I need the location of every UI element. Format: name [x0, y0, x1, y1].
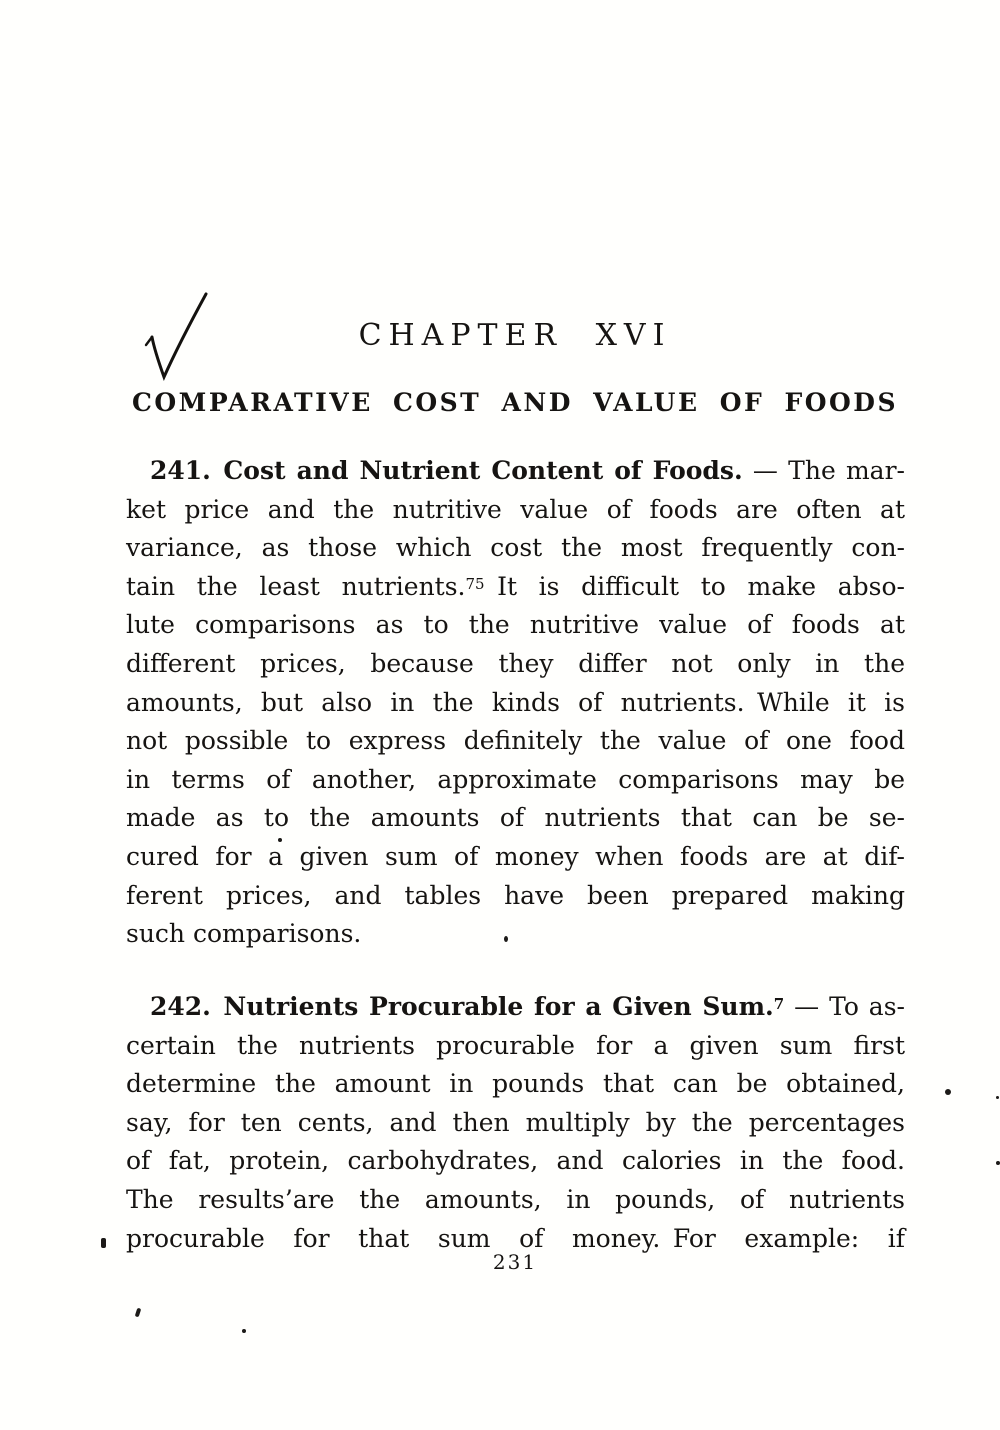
text-line: certain the nutrients procurable for a given sum first — [126, 1030, 905, 1060]
paragraph-241 — [126, 452, 905, 954]
scan-speck — [278, 838, 282, 842]
chapter-heading: CHAPTER XVI — [358, 318, 672, 353]
text-line: different prices, because they differ not only in the — [126, 648, 905, 678]
scan-speck — [242, 1329, 246, 1333]
scan-speck — [135, 1308, 142, 1318]
text-line: cured for a given sum of money when foods are at dif- — [126, 841, 905, 871]
text-line: procurable for that sum of money. For example: if — [126, 1223, 905, 1253]
text-line: not possible to express definitely the value of one food — [126, 726, 905, 756]
text-line: say, for ten cents, and then multiply by the percentages — [126, 1107, 905, 1137]
text-line: lute comparisons as to the nutritive value of foods at — [126, 610, 905, 640]
text-line: 242. Nutrients Procurable for a Given Sum.$^7$ — To as- — [150, 992, 905, 1021]
section-heading: COMPARATIVE COST AND VALUE OF FOODS — [131, 388, 899, 417]
text-line: determine the amount in pounds that can be obtained, — [126, 1069, 905, 1099]
text-line: The results’are the amounts, in pounds, of nutrients — [126, 1184, 905, 1214]
text-line: amounts, but also in the kinds of nutrients. While it is — [126, 687, 905, 717]
scan-speck — [996, 1096, 999, 1099]
text-line: ferent prices, and tables have been prepared making — [126, 880, 905, 910]
text-line: tain the least nutrients.$^{75}$ It is difficult to make abso- — [126, 571, 905, 601]
scan-speck — [101, 1238, 106, 1248]
text-line: of fat, protein, carbohydrates, and calories in the food. — [126, 1146, 905, 1176]
scan-speck — [945, 1089, 951, 1095]
text-line: ket price and the nutritive value of foods are often at — [126, 494, 905, 524]
text-line: such comparisons. — [126, 919, 362, 949]
paragraph-242 — [126, 988, 905, 1258]
text-line: 241. Cost and Nutrient Content of Foods. — The mar- — [150, 456, 905, 485]
text-line: variance, as those which cost the most frequently con- — [126, 533, 905, 563]
text-line: in terms of another, approximate comparisons may be — [126, 764, 905, 794]
scan-speck — [996, 1161, 1000, 1165]
scan-speck — [504, 936, 508, 942]
text-line: made as to the amounts of nutrients that can be se- — [126, 803, 905, 833]
page-number: 231 — [492, 1250, 538, 1274]
